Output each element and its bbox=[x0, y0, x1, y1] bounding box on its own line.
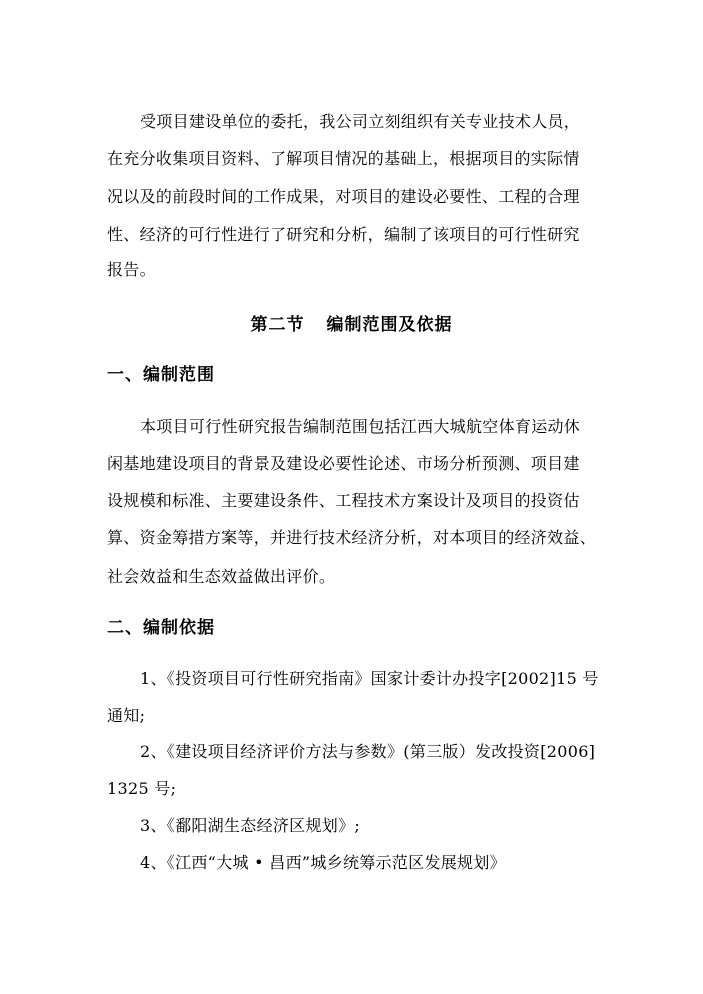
paragraph-line: 在充分收集项目资料、了解项目情况的基础上，根据项目的实际情 bbox=[107, 149, 580, 168]
section-title-text: 编制范围及依据 bbox=[326, 315, 453, 335]
paragraph-line: 况以及的前段时间的工作成果，对项目的建设必要性、工程的合理 bbox=[107, 187, 580, 206]
list-item: 3、《鄱阳湖生态经济区规划》; bbox=[140, 816, 361, 835]
paragraph-line: 报告。 bbox=[107, 260, 156, 279]
list-item-continuation: 1325 号; bbox=[107, 779, 177, 798]
list-item: 4、《江西“大城 • 昌西”城乡统筹示范区发展规划》 bbox=[140, 853, 506, 872]
paragraph-line: 社会效益和生态效益做出评价。 bbox=[107, 567, 336, 586]
list-item: 1、《投资项目可行性研究指南》国家计委计办投字[2002]15 号 bbox=[140, 669, 599, 688]
list-item: 2、《建设项目经济评价方法与参数》(第三版）发改投资[2006] bbox=[140, 742, 596, 761]
paragraph-line: 设规模和标准、主要建设条件、工程技术方案设计及项目的投资估 bbox=[107, 491, 580, 510]
section-title bbox=[0, 314, 703, 336]
scope-heading: 一、编制范围 bbox=[107, 365, 215, 385]
section-number: 第二节 bbox=[250, 315, 305, 335]
paragraph-line: 算、资金筹措方案等，并进行技术经济分析，对本项目的经济效益、 bbox=[107, 528, 597, 547]
paragraph-line: 性、经济的可行性进行了研究和分析，编制了该项目的可行性研究 bbox=[107, 225, 580, 244]
paragraph-line: 本项目可行性研究报告编制范围包括江西大城航空体育运动休 bbox=[140, 417, 581, 436]
paragraph-line: 闲基地建设项目的背景及建设必要性论述、市场分析预测、项目建 bbox=[107, 454, 580, 473]
basis-heading: 二、编制依据 bbox=[107, 618, 215, 638]
list-item-continuation: 通知; bbox=[107, 706, 146, 725]
paragraph-line: 受项目建设单位的委托，我公司立刻组织有关专业技术人员， bbox=[140, 112, 581, 131]
